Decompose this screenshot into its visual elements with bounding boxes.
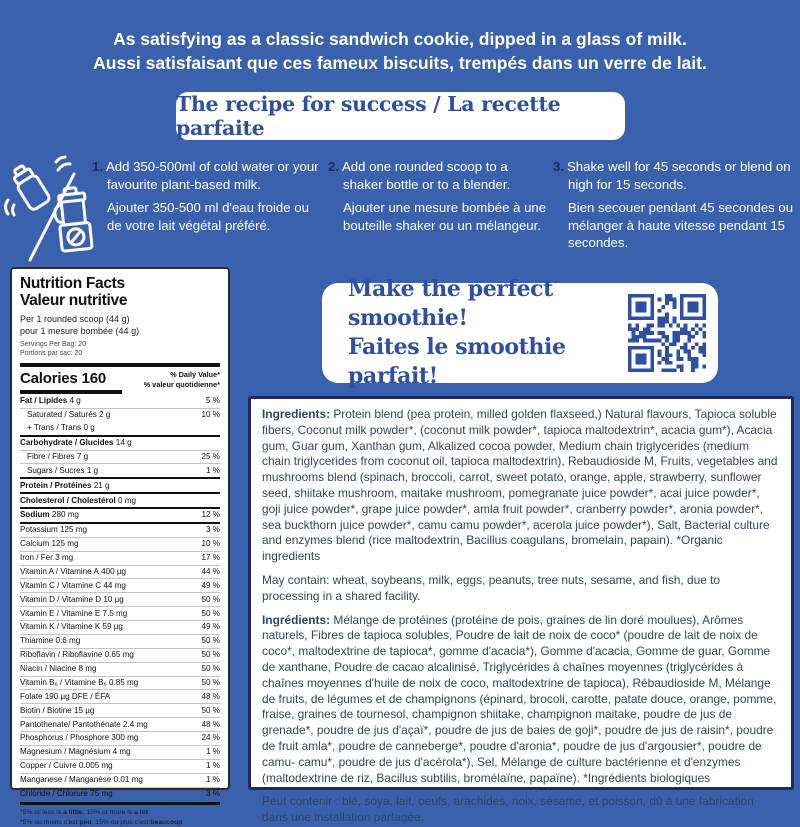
nutrition-row: + Trans / Trans 0 g (27, 423, 95, 433)
serving-size-fr: pour 1 mesure bombée (44 g) (20, 325, 140, 336)
daily-value-header-en: % Daily Value* (170, 370, 220, 379)
smoothie-line-fr: Faites le smoothie parfait! (348, 334, 566, 389)
recipe-banner-title: The recipe for success / La recette parfaite (176, 92, 561, 140)
recipe-banner (176, 92, 625, 140)
nutrition-row: Fat / Lipides 4 g 5 % (20, 396, 220, 406)
footnote-fr: *5% ou moins c'est peu, 15% ou plus c'est beaucoup (20, 818, 183, 826)
step-3-text-fr: Bien secouer pendant 45 secondes ou mélanger à haute vitesse pendant 15 secondes. (568, 200, 794, 251)
smoothie-banner (322, 276, 718, 389)
daily-value-header-fr: % valeur quotidienne* (143, 379, 220, 389)
tagline (0, 27, 800, 75)
ingredients-en: Ingredients: Protein blend (pea protein, milled golden flaxseed,) Natural flavours, Tapioca soluble fibers, Coconut milk powder*, (coconut milk powder*, tapioca maltodextrin*, acacia gum*), Acacia gum, Guar gum, Xanthan gum, Alkalized cocoa powder, Medium chain triglycerides (medium chain triglycerides from coconut oil, tapioca maltodextrin), Rebaudioside M, Fruits, vegetables and mushrooms blend (spinach, broccoli, carrot, sweet potato, orange, apple, strawberry, sunflower seed, shiitake mushroom, maitake mushroom, pomegranate juice powder*, acai juice powder*, goji juice powder*, grape juice powder*, amla fruit powder*, cranberry powder*, aronia powder*, sea buckthorn juice powder*, camu camu powder*, acerola juice powder*), Salt, Bacterial culture and enzymes blend (rice maltodextrin, Bacillus coagulans, bromelain, papain). *Organic ingredients (262, 407, 778, 564)
nutrition-row: Sugars / Sucres 1 g 1 % (20, 463, 220, 477)
step-1-text-en: Add 350-500ml of cold water or your favourite plant-based milk. (106, 159, 319, 192)
nutrition-title-en: Nutrition Facts (20, 275, 125, 292)
ingredients-fr: Ingrédients: Mélange de protéines (protéine de pois, graines de lin doré moulues), Arômes naturels, Fibres de tapioca solubles, Poudre de lait de noix de coco* (poudre de lait de noix de coco*, maltodextrine de tapioca*, gomme d'acacia*), Gomme d'acacia, Gomme de guar, Gomme de xanthane, Poudre de cacao alcalinisé, Triglycérides à chaînes moyennes (triglycérides à chaînes moyennes d'huile de noix de coco, maltodextrine de tapioca), Rébaudioside M, Mélange de fruits, de légumes et de champignons (épinard, brocoli, carotte, patate douce, orange, pomme, fraise, graines de tournesol, champignon shiitake, champignon maitake, poudre de jus de grenade*, poudre de jus d'açaï*, poudre de jus de baies de goji*, poudre de jus de raisin*, poudre de fruit amla*, poudre de canneberge*, poudre d'aronia*, poudre de jus d'argousier*, poudre de camu- camu*, poudre de jus d'acérola*), Sel, Mélange de culture bactérienne et d'enzymes (maltodextrine de riz, Bacillus subtilis, bromélaïne, papaïne). *Ingrédients biologiques (262, 612, 777, 785)
step-3-number: 3. (553, 159, 564, 174)
nutrition-row: Chloride / Chlorure 75 mg 3 % (20, 787, 220, 801)
nutrition-row: Vitamin D / Vitamine D 10 µg 50 % (20, 592, 220, 606)
nutrition-row: Biotin / Biotine 15 µg 50 % (20, 703, 220, 717)
step-3-text-en: Shake well for 45 seconds or blend on high for 15 seconds. (567, 159, 791, 192)
may-contain-fr: Peut contenir : blé, soya, lait, oeufs, arachides, noix, sésame, et poisson, dû à une fabrication dans une installation partagée. (262, 794, 754, 825)
blender-icon (52, 187, 92, 252)
servings-per-bag-fr: Portions par sac: 20 (20, 350, 83, 357)
servings-per-bag-en: Servings Per Bag: 20 (20, 341, 87, 348)
nutrition-row: Vitamin B₆ / Vitamine B₆ 0.85 mg 50 % (20, 676, 220, 690)
nutrition-row: Calcium 125 mg 10 % (20, 537, 220, 551)
nutrition-row: Fibre / Fibres 7 g 25 % (20, 450, 220, 464)
step-2-text-fr: Ajouter une mesure bombée à une bouteille shaker ou un mélangeur. (343, 200, 547, 233)
nutrition-row: Sodium 280 mg 12 % (20, 507, 220, 522)
qr-code (628, 294, 706, 372)
nutrition-row: Protein / Protéines 21 g (20, 477, 220, 492)
nutrition-footnote (20, 802, 220, 826)
nutrition-rows (20, 395, 220, 800)
ingredients-en-label: Ingredients: (262, 407, 331, 421)
divider (20, 390, 122, 394)
nutrition-row: Vitamin A / Vitamine A 400 µg 44 % (20, 565, 220, 579)
step-1 (92, 158, 320, 234)
step-1-text-fr: Ajouter 350-500 ml d'eau froide ou de votre lait végétal préféré. (107, 200, 309, 233)
nutrition-row: Potassium 125 mg 3 % (20, 522, 220, 537)
footnote-en: *5% or less is a little, 15% or more is a lot (20, 809, 149, 817)
shaker-bottle-icon (9, 162, 51, 211)
nutrition-row: Phosphorus / Phosphore 300 mg 24 % (20, 731, 220, 745)
nutrition-title-fr: Valeur nutritive (20, 292, 128, 309)
nutrition-row: Iron / Fer 3 mg 17 % (20, 551, 220, 565)
nutrition-row: Riboflavin / Riboflavine 0.65 mg 50 % (20, 648, 220, 662)
step-3 (553, 158, 795, 252)
step-2-number: 2. (328, 159, 339, 174)
tagline-fr: Aussi satisfaisant que ces fameux biscuits, trempés dans un verre de lait. (93, 53, 707, 73)
nutrition-row: Niacin / Niacine 8 mg 50 % (20, 662, 220, 676)
step-2 (328, 158, 550, 234)
nutrition-row: Thiamine 0.6 mg 50 % (20, 634, 220, 648)
nutrition-row: Carbohydrate / Glucides 14 g (20, 435, 220, 450)
ingredients-fr-label: Ingrédients: (262, 612, 331, 627)
nutrition-row: Vitamin K / Vitamine K 59 µg 49 % (20, 620, 220, 634)
may-contain-en: May contain: wheat, soybeans, milk, eggs, peanuts, tree nuts, sesame, and fish, due to processing in a shared facility. (262, 572, 721, 603)
nutrition-row: Vitamin C / Vitamine C 44 mg 49 % (20, 578, 220, 592)
motion-lines-icon (6, 200, 9, 214)
nutrition-row: Pantothenate/ Pantothénate 2.4 mg 48 % (20, 717, 220, 731)
nutrition-row: Magnesium / Magnésium 4 mg 1 % (20, 745, 220, 759)
nutrition-facts-panel (10, 267, 230, 826)
nutrition-row: Manganese / Manganèse 0.01 mg 1 % (20, 773, 220, 787)
tagline-en: As satisfying as a classic sandwich cookie, dipped in a glass of milk. (113, 29, 687, 49)
step-2-text-en: Add one rounded scoop to a shaker bottle or to a blender. (342, 159, 511, 192)
divider (20, 363, 220, 367)
calories-value: Calories 160 (20, 370, 106, 387)
nutrition-row: Cholesterol / Cholestérol 0 mg (20, 492, 220, 507)
slash-divider-icon (30, 174, 74, 260)
serving-size-en: Per 1 rounded scoop (44 g) (20, 314, 130, 324)
nutrition-row: Saturated / Saturés 2 g 10 % (20, 408, 220, 422)
nutrition-row: Copper / Cuivre 0.005 mg 1 % (20, 759, 220, 773)
nutrition-row: Folate 190 µg DFE / ÉFA 48 % (20, 689, 220, 703)
ingredients-panel (248, 396, 794, 825)
smoothie-line-en: Make the perfect smoothie! (348, 276, 553, 331)
nutrition-row: Vitamin E / Vitamine E 7.5 mg 50 % (20, 606, 220, 620)
step-1-number: 1. (92, 159, 103, 174)
